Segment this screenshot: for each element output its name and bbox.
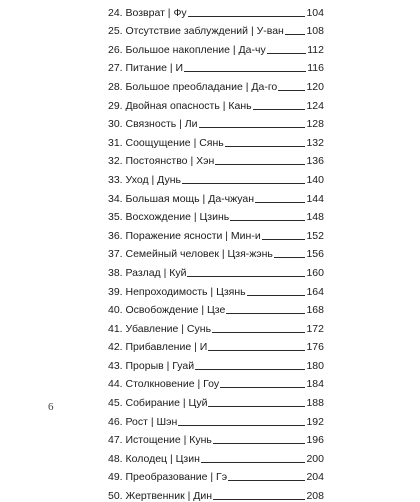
- toc-leader-line: [182, 183, 305, 184]
- toc-entry: [108, 409, 324, 428]
- toc-entry-title: 31. Соощущение | Сянь: [108, 136, 224, 149]
- toc-entry: [108, 149, 324, 168]
- toc-entry-page: 176: [306, 341, 324, 354]
- toc-entry-page: 168: [306, 304, 324, 317]
- toc-entry-title: 35. Восхождение | Цзинь: [108, 211, 230, 224]
- toc-entry-page: 172: [306, 322, 324, 335]
- toc-entry-title: 48. Колодец | Цзин: [108, 452, 200, 465]
- toc-entry-title: 36. Поражение ясности | Мин-и: [108, 229, 261, 242]
- toc-entry-title: 34. Большая мощь | Да-чжуан: [108, 192, 255, 205]
- toc-entry: [108, 353, 324, 372]
- toc-leader-line: [208, 406, 305, 407]
- toc-entry-page: 152: [306, 229, 324, 242]
- table-of-contents: [108, 0, 324, 502]
- toc-leader-line: [247, 295, 306, 296]
- page-number: 6: [48, 401, 54, 413]
- toc-entry-page: 108: [306, 25, 324, 38]
- toc-entry-title: 39. Непроходимость | Цзянь: [108, 285, 246, 298]
- toc-entry-title: 38. Разлад | Куй: [108, 266, 187, 279]
- toc-leader-line: [195, 369, 305, 370]
- toc-leader-line: [199, 127, 306, 128]
- toc-leader-line: [278, 90, 305, 91]
- toc-entry-page: 156: [306, 248, 324, 261]
- toc-entry-title: 43. Прорыв | Гуай: [108, 359, 195, 372]
- toc-leader-line: [230, 220, 305, 221]
- toc-entry-title: 41. Убавление | Сунь: [108, 322, 212, 335]
- toc-entry: [108, 446, 324, 465]
- toc-entry: [108, 260, 324, 279]
- toc-entry-page: 128: [306, 118, 324, 131]
- toc-entry-title: 33. Уход | Дунь: [108, 173, 182, 186]
- toc-entry-title: 40. Освобождение | Цзе: [108, 304, 226, 317]
- toc-leader-line: [213, 499, 305, 500]
- toc-entry-page: 148: [306, 211, 324, 224]
- toc-entry-page: 104: [306, 6, 324, 19]
- toc-entry-title: 37. Семейный человек | Цзя-жэнь: [108, 248, 273, 261]
- toc-entry: [108, 93, 324, 112]
- toc-entry: [108, 205, 324, 224]
- toc-entry: [108, 0, 324, 19]
- toc-entry: [108, 483, 324, 502]
- toc-entry-page: 136: [306, 155, 324, 168]
- toc-leader-line: [255, 202, 305, 203]
- toc-entry: [108, 279, 324, 298]
- toc-entry: [108, 242, 324, 261]
- toc-entry: [108, 112, 324, 131]
- toc-leader-line: [213, 443, 306, 444]
- toc-entry-page: 208: [306, 490, 324, 502]
- toc-entry: [108, 390, 324, 409]
- toc-entry: [108, 56, 324, 75]
- toc-entry: [108, 335, 324, 354]
- toc-entry-title: 32. Постоянство | Хэн: [108, 155, 215, 168]
- toc-leader-line: [262, 239, 306, 240]
- toc-entry: [108, 37, 324, 56]
- toc-entry: [108, 428, 324, 447]
- toc-entry: [108, 316, 324, 335]
- toc-entry-title: 42. Прибавление | И: [108, 341, 208, 354]
- toc-entry-title: 25. Отсутствие заблуждений | У-ван: [108, 25, 284, 38]
- toc-entry-title: 50. Жертвенник | Дин: [108, 490, 213, 502]
- toc-entry-title: 44. Столкновение | Гоу: [108, 378, 220, 391]
- toc-entry-title: 28. Большое преобладание | Да-го: [108, 80, 278, 93]
- toc-entry-title: 45. Собирание | Цуй: [108, 397, 208, 410]
- toc-entry-page: 140: [306, 173, 324, 186]
- toc-entry: [108, 167, 324, 186]
- toc-entry: [108, 372, 324, 391]
- toc-entry: [108, 465, 324, 484]
- toc-entry-title: 49. Преобразование | Гэ: [108, 471, 228, 484]
- toc-entry-page: 160: [306, 266, 324, 279]
- toc-entry-page: 188: [306, 397, 324, 410]
- toc-entry-page: 144: [306, 192, 324, 205]
- toc-leader-line: [212, 332, 305, 333]
- toc-leader-line: [225, 146, 306, 147]
- toc-entry-page: 192: [306, 415, 324, 428]
- toc-leader-line: [253, 109, 306, 110]
- toc-leader-line: [184, 71, 306, 72]
- toc-entry-title: 27. Питание | И: [108, 62, 184, 75]
- toc-entry: [108, 130, 324, 149]
- toc-leader-line: [187, 276, 305, 277]
- toc-leader-line: [274, 257, 306, 258]
- toc-entry-page: 120: [306, 80, 324, 93]
- toc-entry: [108, 186, 324, 205]
- toc-entry-page: 200: [306, 452, 324, 465]
- toc-entry-page: 204: [306, 471, 324, 484]
- toc-entry-page: 132: [306, 136, 324, 149]
- toc-leader-line: [178, 425, 305, 426]
- toc-leader-line: [188, 16, 306, 17]
- toc-entry-page: 196: [306, 434, 324, 447]
- toc-leader-line: [220, 387, 305, 388]
- toc-entry: [108, 19, 324, 38]
- toc-entry-title: 30. Связность | Ли: [108, 118, 198, 131]
- toc-entry: [108, 74, 324, 93]
- toc-leader-line: [285, 34, 306, 35]
- toc-entry-title: 26. Большое накопление | Да-чу: [108, 43, 266, 56]
- toc-entry-title: 29. Двойная опасность | Кань: [108, 99, 252, 112]
- toc-leader-line: [228, 480, 305, 481]
- toc-entry-page: 184: [306, 378, 324, 391]
- toc-leader-line: [208, 350, 305, 351]
- toc-entry: [108, 223, 324, 242]
- toc-leader-line: [215, 164, 305, 165]
- toc-leader-line: [201, 462, 306, 463]
- toc-entry-title: 46. Рост | Шэн: [108, 415, 178, 428]
- toc-entry-page: 180: [306, 359, 324, 372]
- toc-entry: [108, 298, 324, 317]
- toc-entry-title: 47. Истощение | Кунь: [108, 434, 212, 447]
- toc-entry-title: 24. Возврат | Фу: [108, 6, 187, 19]
- toc-entry-page: 116: [307, 62, 324, 75]
- toc-entry-page: 112: [307, 43, 324, 56]
- toc-entry-page: 124: [306, 99, 324, 112]
- toc-leader-line: [226, 313, 305, 314]
- toc-entry-page: 164: [306, 285, 324, 298]
- toc-leader-line: [267, 53, 307, 54]
